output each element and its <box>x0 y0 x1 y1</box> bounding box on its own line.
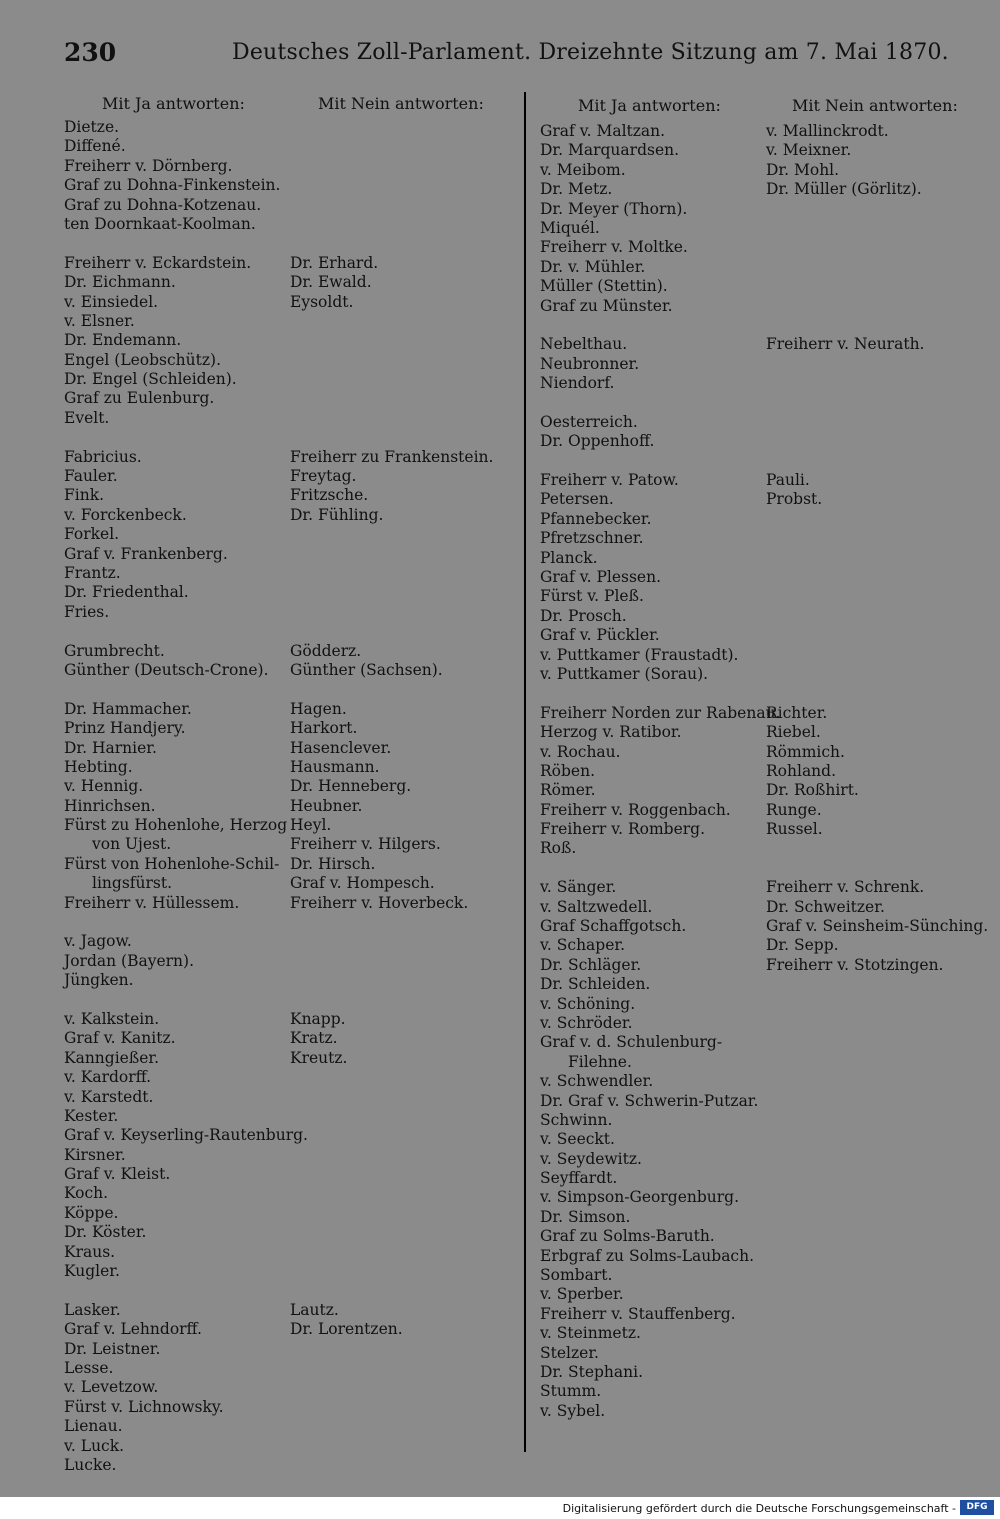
member-name: Graf zu Münster. <box>540 296 673 315</box>
member-name: Seyffardt. <box>540 1169 618 1188</box>
member-name: Dr. Henneberg. <box>290 777 412 796</box>
member-name: Jüngken. <box>64 971 134 990</box>
member-name: Dr. Schläger. <box>540 955 642 974</box>
member-name: Gödderz. <box>290 641 362 660</box>
member-name: Lucke. <box>64 1455 117 1474</box>
member-name: v. Kardorff. <box>64 1068 152 1087</box>
member-name <box>290 331 493 350</box>
member-name: v. Mallinckrodt. <box>766 122 889 140</box>
member-name: Kraus. <box>64 1242 116 1261</box>
member-name: Pfannebecker. <box>540 509 652 528</box>
member-name <box>64 991 308 1010</box>
member-name <box>766 297 988 316</box>
member-name <box>290 157 493 176</box>
member-name: Hinrichsen. <box>64 796 156 815</box>
member-name: Freiherr v. Eckardstein. <box>64 253 252 272</box>
member-name: v. Meibom. <box>540 160 626 179</box>
member-name: ten Doornkaat-Koolman. <box>64 214 256 233</box>
member-name: Freiherr v. Hüllessem. <box>64 893 240 912</box>
member-name: v. Puttkamer (Sorau). <box>540 664 709 683</box>
member-name: Günther (Sachsen). <box>290 660 443 679</box>
member-name: Riebel. <box>766 723 821 742</box>
member-name: Dr. Schweitzer. <box>766 897 885 916</box>
member-name: Prinz Handjery. <box>64 719 186 738</box>
right-no-list <box>766 122 988 975</box>
member-name: Freiherr v. Stotzingen. <box>766 955 944 974</box>
member-name <box>766 238 988 257</box>
member-name: Kreutz. <box>290 1048 348 1067</box>
member-name <box>290 196 493 215</box>
member-name: Dr. Harnier. <box>64 738 157 757</box>
member-name: Stelzer. <box>540 1343 599 1362</box>
member-name: lingsfürst. <box>92 874 173 893</box>
member-name: Dr. Engel (Schleiden). <box>64 370 237 389</box>
member-name <box>766 684 988 703</box>
member-name: Dr. Eichmann. <box>64 273 176 292</box>
member-name <box>290 428 493 447</box>
member-name <box>290 1126 493 1145</box>
member-name <box>766 607 988 626</box>
member-name: Kanngießer. <box>64 1048 159 1067</box>
member-name: Graf v. Frankenberg. <box>64 544 228 563</box>
member-name <box>290 351 493 370</box>
member-name <box>766 587 988 606</box>
member-name <box>766 549 988 568</box>
member-name: Schwinn. <box>540 1110 613 1129</box>
member-name <box>290 1107 493 1126</box>
member-name <box>766 355 988 374</box>
member-name: v. Schröder. <box>540 1013 633 1032</box>
member-name: Heubner. <box>290 796 363 815</box>
member-name: von Ujest. <box>92 835 172 854</box>
left-no-heading: Mit Nein antworten: <box>318 94 484 113</box>
member-name: Harkort. <box>290 719 358 738</box>
member-name: v. Seeckt. <box>540 1130 615 1149</box>
left-yes-list <box>64 118 308 1475</box>
member-name: Dr. Hammacher. <box>64 699 192 718</box>
member-name: Planck. <box>540 548 598 567</box>
member-name: Neubronner. <box>540 354 640 373</box>
member-name: Eysoldt. <box>290 292 354 311</box>
member-name: Graf zu Dohna-Finkenstein. <box>64 176 281 195</box>
member-name: v. Puttkamer (Fraustadt). <box>540 645 739 664</box>
member-name: v. Luck. <box>64 1436 125 1455</box>
member-name: Engel (Leobschütz). <box>64 350 222 369</box>
member-name: Dr. Marquardsen. <box>540 141 680 160</box>
member-name: Dr. Sepp. <box>766 936 839 955</box>
member-name <box>540 859 781 878</box>
member-name <box>64 622 308 641</box>
member-name: v. Forckenbeck. <box>64 505 187 524</box>
member-name: v. Meixner. <box>766 141 852 160</box>
member-name: Fürst v. Lichnowsky. <box>64 1397 224 1416</box>
member-name: v. Elsner. <box>64 311 135 330</box>
member-name: Dr. Schleiden. <box>540 975 651 994</box>
page-header <box>0 38 1000 70</box>
member-name: v. Simpson-Georgenburg. <box>540 1188 740 1207</box>
member-name: Dr. Oppenhoff. <box>540 432 655 451</box>
member-name <box>766 452 988 471</box>
member-name <box>766 859 988 878</box>
member-name: Freiherr Norden zur Rabenau. <box>540 703 781 722</box>
member-name: Forkel. <box>64 525 120 544</box>
member-name <box>290 1243 493 1262</box>
member-name <box>766 510 988 529</box>
member-name <box>290 312 493 331</box>
member-name <box>290 215 493 234</box>
member-name: Fritzsche. <box>290 486 369 505</box>
member-name: Niendorf. <box>540 374 615 393</box>
member-name: Graf v. Kleist. <box>64 1165 171 1184</box>
member-name: Graf zu Solms-Baruth. <box>540 1227 715 1246</box>
member-name: Fürst v. Pleß. <box>540 587 644 606</box>
member-name: Freiherr v. Roggenbach. <box>540 800 731 819</box>
member-name: Dr. Lorentzen. <box>290 1320 403 1339</box>
member-name <box>290 971 493 990</box>
member-name: v. Kalkstein. <box>64 1009 160 1028</box>
member-name <box>290 525 493 544</box>
member-name: Graf Schaffgotsch. <box>540 917 687 936</box>
member-name <box>540 393 781 412</box>
member-name: Dr. Friedenthal. <box>64 583 189 602</box>
right-yes-heading: Mit Ja antworten: <box>578 96 721 115</box>
member-name: Freytag. <box>290 467 357 486</box>
member-name: v. Schwendler. <box>540 1072 654 1091</box>
member-name <box>290 583 493 602</box>
member-name: Köppe. <box>64 1203 119 1222</box>
member-name: Dr. Mohl. <box>766 160 840 179</box>
member-name <box>540 684 781 703</box>
member-name: Dr. Graf v. Schwerin-Putzar. <box>540 1091 759 1110</box>
member-name: Graf v. Lehndorff. <box>64 1320 202 1339</box>
member-name: Fürst von Hohenlohe-Schil- <box>64 854 280 873</box>
member-name: Graf v. Keyserling-Rautenburg. <box>64 1126 308 1145</box>
member-name: v. Sybel. <box>540 1401 606 1420</box>
member-name: Freiherr v. Hilgers. <box>290 835 441 854</box>
member-name: Fries. <box>64 602 110 621</box>
member-name: Freiherr v. Patow. <box>540 471 679 490</box>
member-name: Hasenclever. <box>290 738 392 757</box>
member-name <box>290 1068 493 1087</box>
member-name: Müller (Stettin). <box>540 277 668 296</box>
page-number: 230 <box>64 38 117 67</box>
member-name: Hagen. <box>290 699 347 718</box>
member-name <box>766 626 988 645</box>
member-name: v. Einsiedel. <box>64 292 159 311</box>
member-name: Jordan (Bayern). <box>64 951 195 970</box>
member-name: Richter. <box>766 703 828 722</box>
member-name <box>64 1281 308 1300</box>
member-name <box>290 389 493 408</box>
member-name: Fauler. <box>64 467 118 486</box>
member-name: Freiherr v. Hoverbeck. <box>290 893 469 912</box>
member-name: Freiherr v. Neurath. <box>766 335 925 354</box>
member-name <box>766 200 988 219</box>
member-name <box>766 665 988 684</box>
member-name: Lienau. <box>64 1417 123 1436</box>
member-name <box>290 913 493 932</box>
member-name: Röben. <box>540 761 596 780</box>
member-name <box>766 413 988 432</box>
member-name: Dr. Leistner. <box>64 1339 161 1358</box>
member-name: v. Seydewitz. <box>540 1149 642 1168</box>
member-name <box>766 277 988 296</box>
member-name: Graf v. Kanitz. <box>64 1029 176 1048</box>
member-name: Dr. Hirsch. <box>290 854 376 873</box>
member-name: Römmich. <box>766 742 845 761</box>
member-name <box>290 234 493 253</box>
member-name: Stumm. <box>540 1382 602 1401</box>
member-name: Dr. Prosch. <box>540 606 627 625</box>
left-no-list <box>290 118 493 1340</box>
member-name: Erbgraf zu Solms-Laubach. <box>540 1246 755 1265</box>
member-name: Herzog v. Ratibor. <box>540 723 682 742</box>
member-name: v. Sänger. <box>540 878 617 897</box>
member-name <box>64 913 308 932</box>
member-name: Knapp. <box>290 1009 346 1028</box>
member-name <box>290 176 493 195</box>
member-name: Graf zu Dohna-Kotzenau. <box>64 195 262 214</box>
member-name <box>290 1184 493 1203</box>
member-name: Nebelthau. <box>540 335 628 354</box>
member-name: Graf v. Plessen. <box>540 567 662 586</box>
member-name <box>766 568 988 587</box>
member-name <box>290 545 493 564</box>
member-name <box>766 529 988 548</box>
member-name: Dr. Köster. <box>64 1223 147 1242</box>
member-name: Hausmann. <box>290 757 380 776</box>
member-name <box>766 258 988 277</box>
member-name: v. Saltzwedell. <box>540 897 653 916</box>
member-name <box>290 1146 493 1165</box>
member-name: Roß. <box>540 839 577 858</box>
member-name: Römer. <box>540 781 596 800</box>
member-name: Dr. Endemann. <box>64 331 182 350</box>
member-name <box>290 118 493 137</box>
member-name: Rohland. <box>766 761 837 780</box>
member-name: v. Jagow. <box>64 932 132 951</box>
member-name: Dr. Müller (Görlitz). <box>766 180 922 199</box>
member-name: Freiherr v. Romberg. <box>540 820 706 839</box>
member-name: Fürst zu Hohenlohe, Herzog <box>64 816 288 835</box>
member-name: Hebting. <box>64 757 133 776</box>
member-name <box>290 1281 493 1300</box>
right-no-heading: Mit Nein antworten: <box>792 96 958 115</box>
member-name <box>290 952 493 971</box>
member-name: Günther (Deutsch-Crone). <box>64 660 269 679</box>
member-name <box>290 991 493 1010</box>
member-name: Evelt. <box>64 408 110 427</box>
member-name: Miquél. <box>540 218 600 237</box>
member-name: Dr. Metz. <box>540 180 613 199</box>
member-name: Dr. Roßhirt. <box>766 781 859 800</box>
member-name: Filehne. <box>568 1052 632 1071</box>
member-name <box>290 1165 493 1184</box>
member-name: Pauli. <box>766 471 810 490</box>
member-name: Pfretzschner. <box>540 529 644 548</box>
member-name: Graf v. d. Schulenburg- <box>540 1033 723 1052</box>
member-name: Graf zu Eulenburg. <box>64 389 215 408</box>
member-name <box>766 646 988 665</box>
member-name: Dr. Simson. <box>540 1207 631 1226</box>
member-name: v. Levetzow. <box>64 1378 159 1397</box>
member-name: Sombart. <box>540 1266 613 1285</box>
member-name <box>64 680 308 699</box>
member-name: Graf v. Pückler. <box>540 626 660 645</box>
member-name: Dr. Meyer (Thorn). <box>540 199 688 218</box>
member-name: Dietze. <box>64 118 120 136</box>
member-name: Freiherr v. Dörnberg. <box>64 156 233 175</box>
member-name <box>290 932 493 951</box>
member-name <box>290 603 493 622</box>
member-name <box>290 680 493 699</box>
member-name <box>290 564 493 583</box>
member-name: Diffené. <box>64 137 126 156</box>
member-name: Probst. <box>766 490 823 509</box>
member-name <box>64 428 308 447</box>
member-name: Dr. Erhard. <box>290 253 379 272</box>
member-name: Graf v. Hompesch. <box>290 874 435 893</box>
member-name <box>64 234 308 253</box>
member-name: v. Hennig. <box>64 777 144 796</box>
member-name: Kratz. <box>290 1029 338 1048</box>
running-head: Deutsches Zoll-Parlament. Dreizehnte Sitzung am 7. Mai 1870. <box>232 40 949 65</box>
member-name <box>766 839 988 858</box>
member-name: Freiherr v. Moltke. <box>540 238 688 257</box>
member-name <box>766 219 988 238</box>
member-name: Freiherr v. Stauffenberg. <box>540 1304 736 1323</box>
member-name: Kirsner. <box>64 1145 126 1164</box>
member-name <box>290 1223 493 1242</box>
member-name: Dr. Stephani. <box>540 1363 644 1381</box>
member-name: Lautz. <box>290 1300 339 1319</box>
column-divider <box>524 92 526 1452</box>
member-name <box>540 316 781 335</box>
member-name: Frantz. <box>64 563 121 582</box>
footer <box>0 1497 1000 1519</box>
member-name <box>766 393 988 412</box>
right-yes-list <box>540 122 781 1421</box>
member-name: v. Karstedt. <box>64 1087 154 1106</box>
member-name: Runge. <box>766 800 822 819</box>
member-name: Graf v. Maltzan. <box>540 122 666 140</box>
member-name <box>766 374 988 393</box>
member-name <box>290 1262 493 1281</box>
member-name: Russel. <box>766 820 823 839</box>
member-name: v. Schöning. <box>540 994 636 1013</box>
member-name: Dr. Fühling. <box>290 505 384 524</box>
left-yes-heading: Mit Ja antworten: <box>102 94 245 113</box>
dfg-logo: DFG <box>960 1500 994 1515</box>
member-name: Lasker. <box>64 1300 121 1319</box>
member-name: Fabricius. <box>64 447 142 466</box>
member-name: Dr. Ewald. <box>290 273 372 292</box>
member-name <box>290 370 493 389</box>
member-name: Kugler. <box>64 1262 120 1281</box>
member-name: Kester. <box>64 1106 119 1125</box>
member-name: Lesse. <box>64 1359 114 1377</box>
member-name: Oesterreich. <box>540 412 638 431</box>
member-name: Freiherr v. Schrenk. <box>766 878 925 897</box>
member-name: Freiherr zu Frankenstein. <box>290 447 494 466</box>
member-name <box>766 316 988 335</box>
member-name: Grumbrecht. <box>64 641 165 660</box>
member-name <box>290 622 493 641</box>
member-name: v. Sperber. <box>540 1285 624 1304</box>
member-name <box>766 432 988 451</box>
member-name <box>290 137 493 156</box>
member-name: v. Schaper. <box>540 936 626 955</box>
member-name: Heyl. <box>290 816 332 835</box>
member-name: Koch. <box>64 1184 109 1203</box>
member-name: v. Rochau. <box>540 742 621 761</box>
member-name <box>290 409 493 428</box>
member-name: Petersen. <box>540 490 614 509</box>
member-name <box>540 452 781 471</box>
member-name <box>290 1204 493 1223</box>
member-name <box>290 1088 493 1107</box>
member-name: Fink. <box>64 486 105 505</box>
member-name: v. Steinmetz. <box>540 1324 641 1343</box>
footer-credit: Digitalisierung gefördert durch die Deutsche Forschungsgemeinschaft - <box>562 1502 956 1515</box>
member-name: Graf v. Seinsheim-Sünching. <box>766 917 989 936</box>
member-name: Dr. v. Mühler. <box>540 257 646 276</box>
